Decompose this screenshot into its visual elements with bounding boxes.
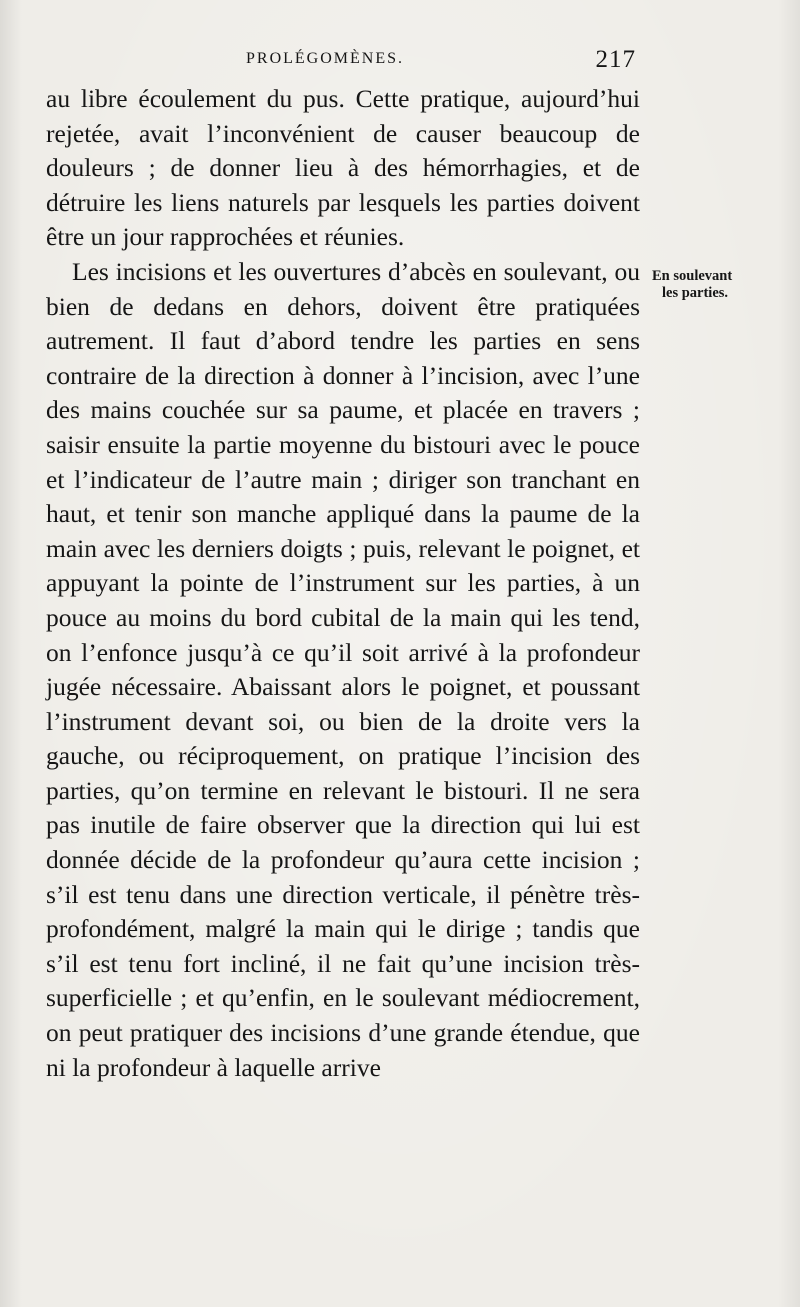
paragraph-continuation: au libre écoulement du pus. Cette pratique, aujourd’hui rejetée, avait l’inconvénient de causer beaucoup de douleurs ; de donner lieu à des hémorrhagies, et de détruire les liens naturels par lesquels les parties doivent être un jour rapprochées et réunies. <box>46 84 640 252</box>
running-head <box>46 46 640 74</box>
margin-note-line-1: En soulevant <box>652 268 733 284</box>
page-number: 217 <box>595 46 636 73</box>
page-edge-shadow-right <box>778 0 800 1307</box>
paragraph-incisions: Les incisions et les ouvertures d’abcès en soulevant, ou bien de dedans en dehors, doivent être pratiquées autrement. Il faut d’abord tendre les parties en sens contraire de la direction à donner à l’incision, avec l’une des mains couchée sur sa paume, et placée en travers ; saisir ensuite la partie moyenne du bistouri avec le pouce et l’indicateur de l’autre main ; diriger son tranchant en haut, et tenir son manche appliqué dans la paume de la main avec les derniers doigts ; puis, relevant le poignet, et appuyant la pointe de l’instrument sur les parties, à un pouce au moins du bord cubital de la main qui les tend, on l’enfonce jusqu’à ce qu’il soit arrivé à la profondeur jugée nécessaire. Abaissant alors le poignet, et poussant l’instrument devant soi, ou bien de la droite vers la gauche, ou réciproquement, on pratique l’incision des parties, qu’on termine en relevant le bistouri. Il ne sera pas inutile de faire observer que la direction qui lui est donnée décide de la profondeur qu’aura cette incision ; s’il est tenu dans une direction verticale, il pénètre très-profondément, malgré la main qui le dirige ; tandis que s’il est tenu fort incliné, il ne fait qu’une incision très-superficielle ; et qu’enfin, en le soulevant médiocrement, on peut pratiquer des incisions d’une grande étendue, que ni la profondeur à laquelle arrive <box>46 256 640 1082</box>
margin-note-line-2: les parties. <box>662 285 729 301</box>
page-edge-shadow-left <box>0 0 22 1307</box>
running-title: PROLÉGOMÈNES. <box>246 50 405 67</box>
body-text <box>46 82 640 1085</box>
margin-note <box>652 268 792 302</box>
